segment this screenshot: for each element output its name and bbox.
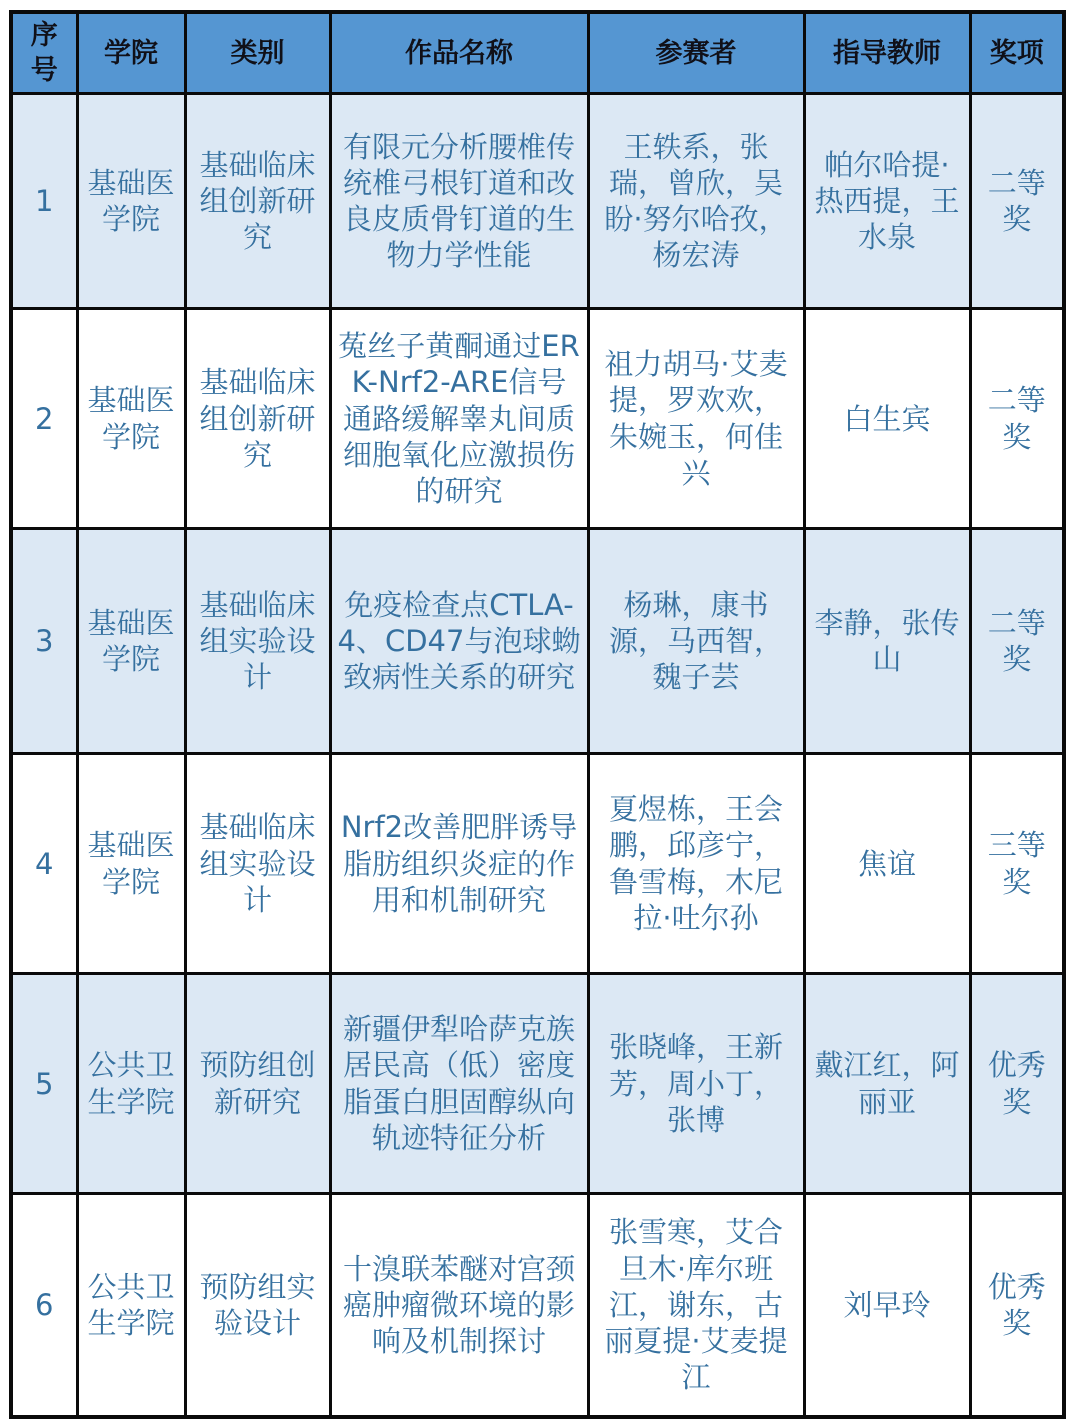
cell-college: 基础医学院	[77, 94, 185, 309]
cell-category: 预防组创新研究	[185, 974, 330, 1194]
cell-participants: 杨琳，康书源，马西智，魏子芸	[588, 529, 804, 754]
cell-teachers: 刘早玲	[804, 1194, 970, 1417]
cell-serial: 5	[11, 974, 77, 1194]
table-row	[11, 529, 1064, 754]
cell-category: 基础临床组创新研究	[185, 94, 330, 309]
table-row	[11, 309, 1064, 529]
cell-college: 基础医学院	[77, 529, 185, 754]
col-header-award: 奖项	[970, 12, 1064, 94]
col-header-no: 序号	[11, 12, 77, 94]
table-row	[11, 974, 1064, 1194]
cell-category: 基础临床组实验设计	[185, 529, 330, 754]
cell-award: 二等奖	[970, 94, 1064, 309]
col-header-work: 作品名称	[330, 12, 588, 94]
cell-serial: 2	[11, 309, 77, 529]
cell-category: 基础临床组创新研究	[185, 309, 330, 529]
cell-participants: 张晓峰，王新芳，周小丁，张博	[588, 974, 804, 1194]
cell-work-title: Nrf2改善肥胖诱导脂肪组织炎症的作用和机制研究	[330, 754, 588, 974]
cell-serial: 4	[11, 754, 77, 974]
cell-teachers: 李静，张传山	[804, 529, 970, 754]
cell-award: 二等奖	[970, 529, 1064, 754]
table-row	[11, 94, 1064, 309]
table-row	[11, 754, 1064, 974]
cell-category: 基础临床组实验设计	[185, 754, 330, 974]
cell-teachers: 白生宾	[804, 309, 970, 529]
cell-teachers: 焦谊	[804, 754, 970, 974]
cell-work-title: 免疫检查点CTLA-4、CD47与泡球蚴致病性关系的研究	[330, 529, 588, 754]
cell-participants: 夏煜栋，王会鹏，邱彦宁，鲁雪梅，木尼拉·吐尔孙	[588, 754, 804, 974]
cell-award: 二等奖	[970, 309, 1064, 529]
cell-teachers: 戴江红，阿丽亚	[804, 974, 970, 1194]
cell-serial: 6	[11, 1194, 77, 1417]
cell-participants: 祖力胡马·艾麦提，罗欢欢，朱婉玉，何佳兴	[588, 309, 804, 529]
table-row	[11, 1194, 1064, 1417]
cell-award: 三等奖	[970, 754, 1064, 974]
cell-participants: 王轶系，张瑞，曾欣，吴盼·努尔哈孜，杨宏涛	[588, 94, 804, 309]
cell-teachers: 帕尔哈提·热西提，王水泉	[804, 94, 970, 309]
cell-participants: 张雪寒，艾合旦木·库尔班江，谢东，古丽夏提·艾麦提江	[588, 1194, 804, 1417]
col-header-category: 类别	[185, 12, 330, 94]
cell-serial: 1	[11, 94, 77, 309]
cell-college: 公共卫生学院	[77, 1194, 185, 1417]
cell-college: 基础医学院	[77, 309, 185, 529]
cell-work-title: 有限元分析腰椎传统椎弓根钉道和改良皮质骨钉道的生物力学性能	[330, 94, 588, 309]
cell-category: 预防组实验设计	[185, 1194, 330, 1417]
cell-work-title: 新疆伊犁哈萨克族居民高（低）密度脂蛋白胆固醇纵向轨迹特征分析	[330, 974, 588, 1194]
cell-college: 公共卫生学院	[77, 974, 185, 1194]
col-header-teachers: 指导教师	[804, 12, 970, 94]
cell-serial: 3	[11, 529, 77, 754]
cell-award: 优秀奖	[970, 1194, 1064, 1417]
cell-work-title: 十溴联苯醚对宫颈癌肿瘤微环境的影响及机制探讨	[330, 1194, 588, 1417]
table-header-row	[11, 12, 1064, 94]
col-header-participants: 参赛者	[588, 12, 804, 94]
col-header-college: 学院	[77, 12, 185, 94]
cell-college: 基础医学院	[77, 754, 185, 974]
awards-table	[9, 10, 1066, 1419]
cell-award: 优秀奖	[970, 974, 1064, 1194]
cell-work-title: 菟丝子黄酮通过ERK-Nrf2-ARE信号通路缓解睾丸间质细胞氧化应激损伤的研究	[330, 309, 588, 529]
